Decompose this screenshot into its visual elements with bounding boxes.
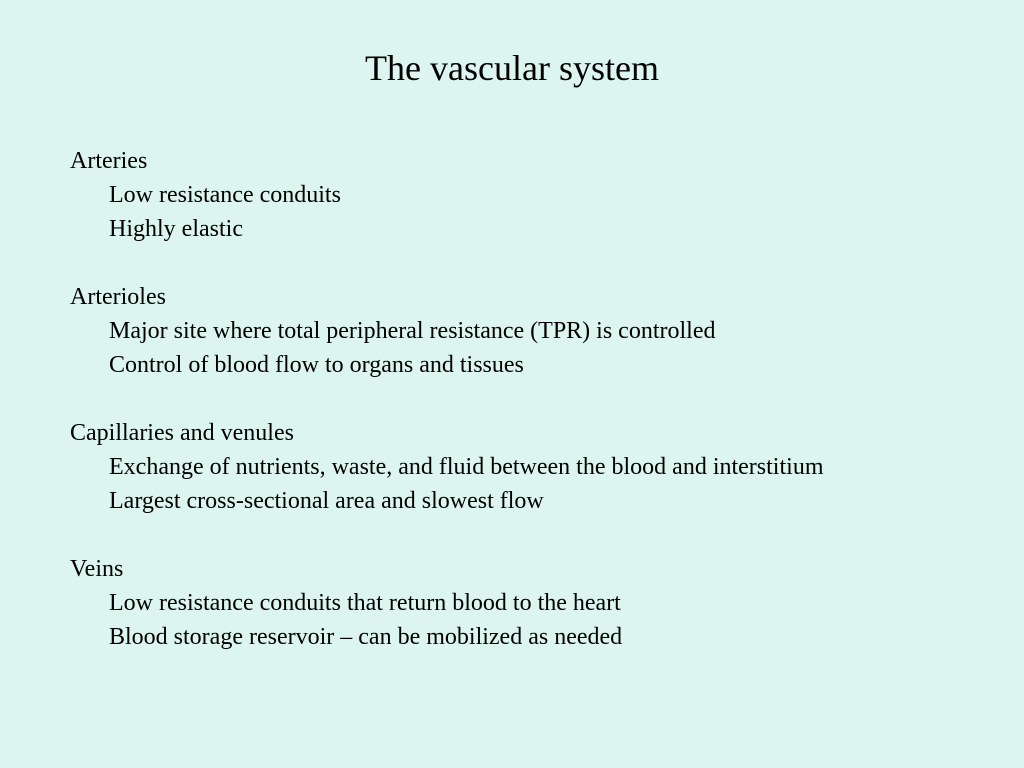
section-items [70, 178, 1010, 246]
section-heading: Capillaries and venules [70, 420, 294, 446]
section-capillaries-venules [70, 416, 1010, 518]
list-item: Exchange of nutrients, waste, and fluid between the blood and interstitium [109, 454, 824, 480]
section-items [70, 586, 1010, 654]
list-item: Control of blood flow to organs and tissues [109, 352, 524, 378]
list-item: Major site where total peripheral resistance (TPR) is controlled [109, 318, 716, 344]
section-veins [70, 552, 1010, 654]
section-heading: Arterioles [70, 284, 166, 310]
list-item: Low resistance conduits [109, 182, 341, 208]
slide-body [70, 144, 1010, 688]
list-item: Low resistance conduits that return blood to the heart [109, 590, 621, 616]
section-items [70, 314, 1010, 382]
list-item: Largest cross-sectional area and slowest flow [109, 488, 544, 514]
section-heading: Veins [70, 556, 124, 582]
section-heading: Arteries [70, 148, 148, 174]
section-items [70, 450, 1010, 518]
section-arterioles [70, 280, 1010, 382]
list-item: Highly elastic [109, 216, 243, 242]
list-item: Blood storage reservoir – can be mobilized as needed [109, 624, 623, 650]
slide-title: The vascular system [365, 48, 659, 88]
section-arteries [70, 144, 1010, 246]
